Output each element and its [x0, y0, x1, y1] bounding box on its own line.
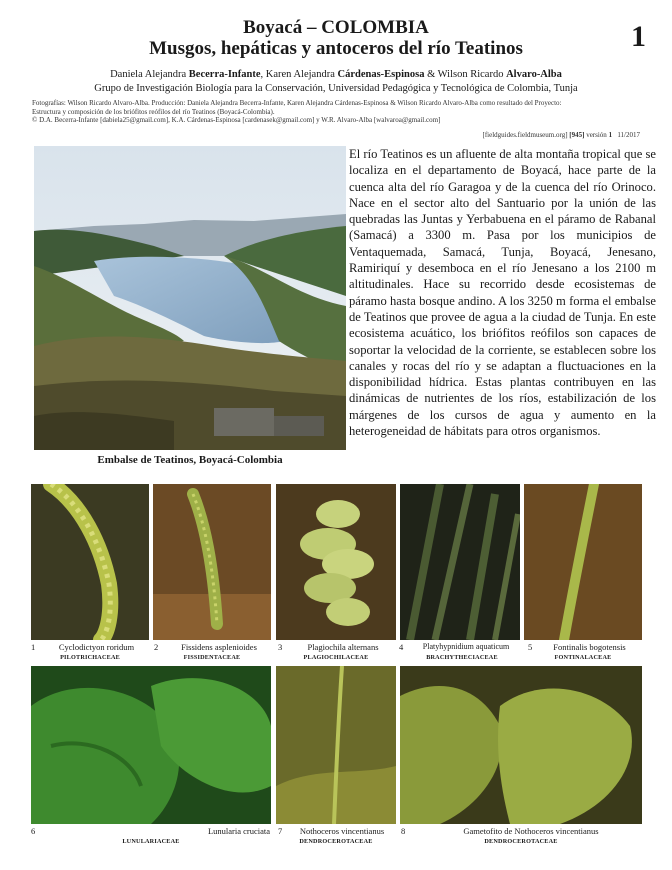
species-name: Fissidens asplenioides [181, 642, 257, 652]
species-num: 2 [154, 642, 159, 652]
photo-platyhypnidium-aquaticum [400, 484, 520, 640]
moss-image-1 [31, 484, 149, 640]
moss-image-2 [153, 484, 271, 640]
author-3: Alvaro-Alba [506, 69, 562, 80]
credits-line-2: Estructura y composición de los briófitos reófilos del río Teatinos (Boyacá-Colombia). [32, 107, 275, 116]
guide-site: [fieldguides.fieldmuseum.org] [482, 131, 568, 139]
hornwort-image-8 [400, 666, 642, 824]
species-family: DENDROCEROTACEAE [484, 838, 558, 845]
photo-fissidens-asplenioides [153, 484, 271, 640]
affiliation: Grupo de Investigación Biología para la Conservación, Universidad Pedagógica y Tecnológica de Colombia, Tunja [94, 83, 578, 94]
species-family: PILOTRICHACEAE [60, 654, 120, 661]
author-2: Cárdenas-Espinosa [337, 69, 425, 80]
species-family: DENDROCEROTACEAE [299, 838, 373, 845]
authors-line [0, 69, 672, 80]
main-photo-caption: Embalse de Teatinos, Boyacá-Colombia [97, 454, 283, 466]
photo-lunularia-cruciata [31, 666, 271, 824]
guide-number: [945] [569, 131, 585, 139]
species-family: FONTINALACEAE [554, 654, 612, 661]
version-number: 1 [608, 131, 613, 139]
species-num: 6 [31, 826, 36, 836]
species-num: 3 [278, 642, 283, 652]
photo-cyclodictyon-roridum [31, 484, 149, 640]
species-name: Gametofito de Nothoceros vincentianus [463, 826, 599, 836]
species-num: 7 [278, 826, 283, 836]
credits [32, 99, 652, 125]
hornwort-image-7 [276, 666, 396, 824]
photo-nothoceros-vincentianus [276, 666, 396, 824]
author-1: Becerra-Infante [188, 69, 261, 80]
reservoir-landscape-image [34, 146, 346, 450]
title-line-1: Boyacá – COLOMBIA [243, 17, 429, 38]
species-num: 1 [31, 642, 36, 652]
guide-date: 11/2017 [617, 131, 640, 139]
species-num: 8 [401, 826, 406, 836]
photo-fontinalis-bogotensis [524, 484, 642, 640]
species-num: 5 [528, 642, 533, 652]
moss-image-5 [524, 484, 642, 640]
species-family: BRACHYTHECIACEAE [426, 654, 498, 661]
guide-meta [483, 131, 641, 139]
credits-line-1: Fotografías: Wilson Ricardo Alvaro-Alba. Producción: Daniela Alejandra Becerra-Infante, Karen Alejandra Cárdenas-Espinosa & Wilson Ricardo Alvaro-Alba como resultado del Proyecto: [32, 99, 562, 107]
species-family: PLAGIOCHILACEAE [303, 654, 369, 661]
moss-image-3 [276, 484, 396, 640]
moss-image-4 [400, 484, 520, 640]
main-photo-reservoir [34, 146, 346, 450]
version-label: versión [586, 131, 607, 139]
species-name: Platyhypnidium aquaticum [422, 642, 510, 651]
species-name: Lunularia cruciata [207, 826, 270, 836]
species-family: LUNULARIACEAE [122, 838, 180, 845]
credits-line-3: © D.A. Becerra-Infante [dabiela25@gmail.com], K.A. Cárdenas-Espinosa [cardenasek@gmail.com] y W.R. Alvaro-Alba [walvaroa@gmail.com] [32, 116, 441, 124]
liverwort-image-6 [31, 666, 271, 824]
authors-text: , Karen Alejandra [260, 69, 338, 80]
species-name: Fontinalis bogotensis [553, 642, 626, 652]
species-family: FISSIDENTACEAE [183, 654, 241, 661]
species-name: Nothoceros vincentianus [299, 826, 385, 836]
authors-text: Daniela Alejandra [110, 69, 189, 80]
intro-paragraph: El río Teatinos es un afluente de alta montaña tropical que se localiza en el departamento de Boyacá, hace parte de la cuenca alta del río Garagoa y de la cuenca del río Orinoco. Nace en el sector alto del Santuario por la unión de las quebradas las Juntas y Yerbabuena en el páramo de Rabanal (Samacá) a 3300 m. Pasa por los municipios de Ventaquemada, Samacá, Tunja, Boyacá, Jenesano, Ramiriquí y desemboca en el río Jenesano a los 2100 m altitudinales. Hace su recorrido desde ecosistemas de páramo hasta bosque andino. A los 3250 m forma el embalse de Teatinos que provee de agua a la ciudad de Tunja. En este ecosistema acuático, los briófitos reófilos son capaces de soportar la velocidad de la corriente, se establecen sobre los canales y rocas del río y se adaptan a fluctuaciones en la disponibilidad hídrica. Estas plantas contribuyen en las dinámicas de nutrientes de los ríos, estabilización de los márgenes de los cursos de agua y aumento en la heterogeneidad de hábitats para otros organismos. [349, 147, 656, 439]
species-name: Plagiochila alternans [307, 642, 379, 652]
species-name: Cyclodictyon roridum [58, 642, 135, 652]
photo-plagiochila-alternans [276, 484, 396, 640]
title-line-2: Musgos, hepáticas y antoceros del río Teatinos [149, 38, 523, 59]
species-num: 4 [399, 642, 404, 652]
authors-text: & Wilson Ricardo [424, 69, 507, 80]
photo-gametofito-nothoceros [400, 666, 642, 824]
page-number: 1 [631, 20, 646, 53]
